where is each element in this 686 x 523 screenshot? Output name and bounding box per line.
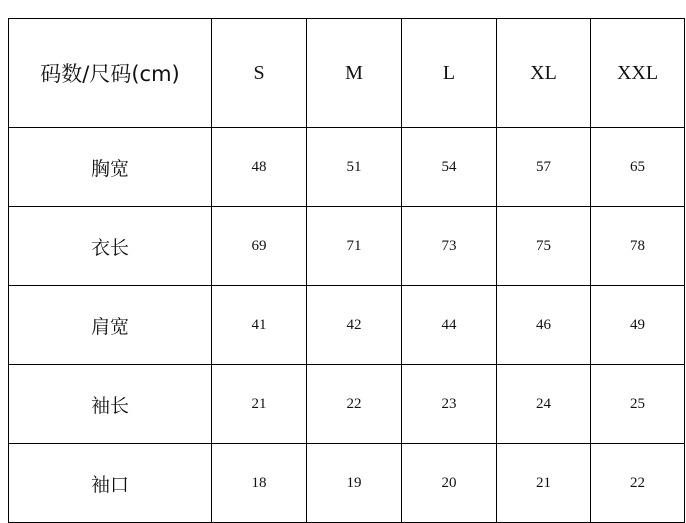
cell-shoulder-width-xxl: 49 xyxy=(591,286,685,365)
table-header-row xyxy=(9,19,685,128)
table-row xyxy=(9,365,685,444)
cell-sleeve-length-xxl: 25 xyxy=(591,365,685,444)
cell-chest-width-l: 54 xyxy=(402,128,497,207)
column-header-l: L xyxy=(402,19,497,128)
row-label-shoulder-width: 肩宽 xyxy=(9,286,212,365)
table-body xyxy=(9,128,685,523)
cell-cuff-l: 20 xyxy=(402,444,497,523)
cell-shoulder-width-s: 41 xyxy=(212,286,307,365)
table-row xyxy=(9,128,685,207)
cell-chest-width-s: 48 xyxy=(212,128,307,207)
cell-shoulder-width-m: 42 xyxy=(307,286,402,365)
cell-chest-width-xl: 57 xyxy=(497,128,591,207)
cell-shoulder-width-l: 44 xyxy=(402,286,497,365)
cell-cuff-xxl: 22 xyxy=(591,444,685,523)
cell-garment-length-xxl: 78 xyxy=(591,207,685,286)
cell-sleeve-length-l: 23 xyxy=(402,365,497,444)
size-chart-table xyxy=(8,18,685,523)
column-header-m: M xyxy=(307,19,402,128)
row-label-cuff: 袖口 xyxy=(9,444,212,523)
cell-sleeve-length-xl: 24 xyxy=(497,365,591,444)
corner-header-label: 码数/尺码(cm) xyxy=(9,19,212,128)
column-header-s: S xyxy=(212,19,307,128)
cell-shoulder-width-xl: 46 xyxy=(497,286,591,365)
cell-sleeve-length-s: 21 xyxy=(212,365,307,444)
column-header-xl: XL xyxy=(497,19,591,128)
table-header xyxy=(9,19,685,128)
column-header-xxl: XXL xyxy=(591,19,685,128)
cell-chest-width-m: 51 xyxy=(307,128,402,207)
cell-cuff-xl: 21 xyxy=(497,444,591,523)
cell-garment-length-xl: 75 xyxy=(497,207,591,286)
cell-garment-length-l: 73 xyxy=(402,207,497,286)
cell-cuff-s: 18 xyxy=(212,444,307,523)
cell-garment-length-m: 71 xyxy=(307,207,402,286)
row-label-garment-length: 衣长 xyxy=(9,207,212,286)
cell-chest-width-xxl: 65 xyxy=(591,128,685,207)
cell-garment-length-s: 69 xyxy=(212,207,307,286)
row-label-chest-width: 胸宽 xyxy=(9,128,212,207)
row-label-sleeve-length: 袖长 xyxy=(9,365,212,444)
table-row xyxy=(9,207,685,286)
cell-sleeve-length-m: 22 xyxy=(307,365,402,444)
table-row xyxy=(9,286,685,365)
cell-cuff-m: 19 xyxy=(307,444,402,523)
size-chart-container xyxy=(8,18,678,498)
